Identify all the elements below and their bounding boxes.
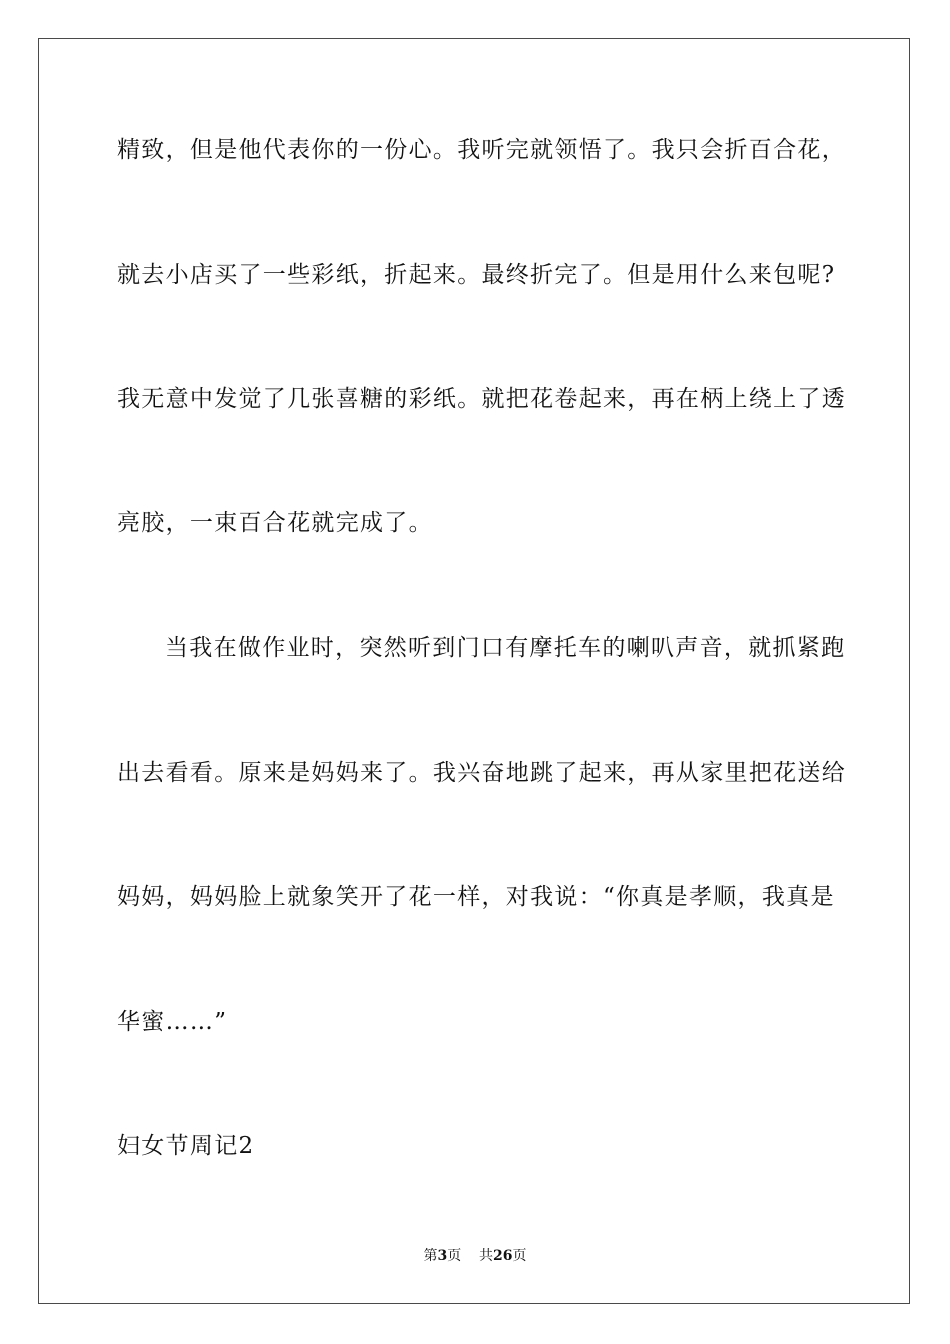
current-page-number: 3	[437, 1248, 448, 1264]
page-footer	[0, 1247, 950, 1265]
page-border	[38, 38, 910, 1304]
body-line: 妈妈，妈妈脸上就象笑开了花一样，对我说：“你真是孝顺，我真是	[117, 884, 835, 910]
body-line: 我无意中发觉了几张喜糖的彩纸。就把花卷起来，再在柄上绕上了透	[117, 386, 846, 412]
page-prefix: 第	[423, 1248, 438, 1264]
paragraph-start-line: 当我在做作业时，突然听到门口有摩托车的喇叭声音，就抓紧跑	[165, 635, 846, 661]
total-suffix: 页	[512, 1248, 527, 1264]
section-title: 妇女节周记2	[117, 1133, 255, 1159]
total-page-count: 26	[493, 1248, 513, 1264]
body-line: 精致，但是他代表你的一份心。我听完就领悟了。我只会折百合花，	[117, 137, 846, 163]
body-line: 就去小店买了一些彩纸，折起来。最终折完了。但是用什么来包呢?	[117, 262, 836, 288]
total-prefix: 共	[479, 1248, 494, 1264]
page-suffix: 页	[447, 1248, 462, 1264]
body-line: 华蜜……”	[117, 1009, 228, 1035]
body-line: 出去看看。原来是妈妈来了。我兴奋地跳了起来，再从家里把花送给	[117, 760, 846, 786]
body-line: 亮胶，一束百合花就完成了。	[117, 510, 433, 536]
